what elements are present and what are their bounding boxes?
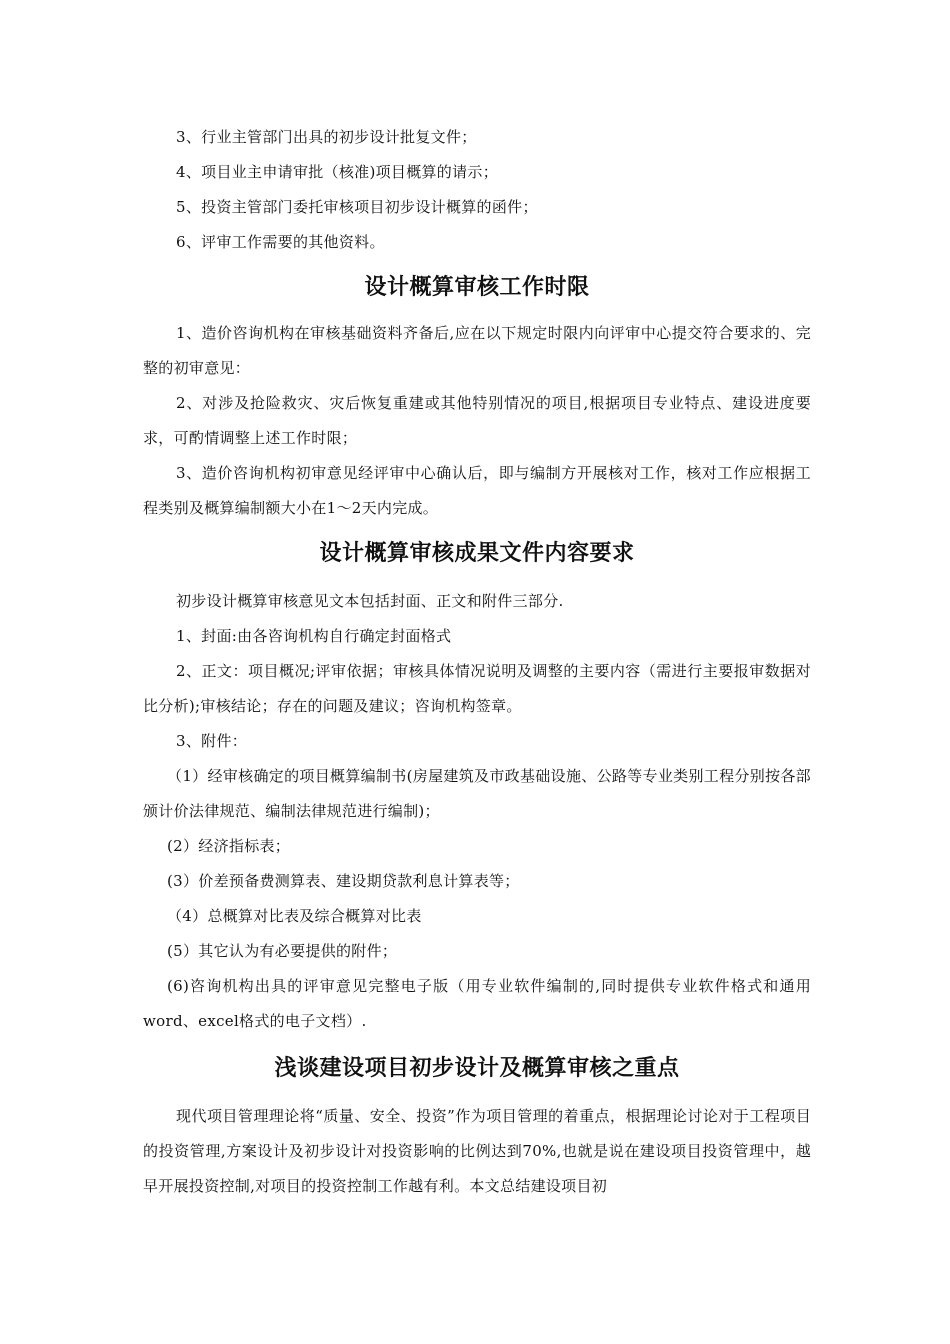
paragraph: 3、附件： — [176, 732, 248, 750]
required-materials-list — [143, 120, 811, 260]
paragraph: 1、封面:由各咨询机构自行确定封面格式 — [176, 627, 452, 645]
attachment-item: （1）经审核确定的项目概算编制书(房屋建筑及市政基础设施、公路等专业类别工程分别按各部颁计价法律规范、编制法律规范进行编制)； — [143, 767, 811, 820]
list-item: 4、项目业主申请审批（核准)项目概算的请示； — [176, 163, 498, 181]
document-body — [143, 120, 811, 1204]
list-item: 5、投资主管部门委托审核项目初步设计概算的函件； — [176, 198, 538, 216]
section-heading-deliverables: 设计概算审核成果文件内容要求 — [319, 541, 635, 566]
paragraph: 初步设计概算审核意见文本包括封面、正文和附件三部分. — [176, 592, 564, 610]
paragraph: 现代项目管理理论将“质量、安全、投资”作为项目管理的着重点，根据理论讨论对于工程项目的投资管理,方案设计及初步设计对投资影响的比例达到70%,也就是说在建设项目投资管理中，越早开展投资控制,对项目的投资控制工作越有利。本文总结建设项目初 — [143, 1107, 811, 1195]
attachment-item: (3）价差预备费测算表、建设期贷款利息计算表等； — [167, 872, 520, 890]
attachment-item: （4）总概算对比表及综合概算对比表 — [167, 907, 422, 925]
section-key-points — [143, 1099, 811, 1204]
paragraph: 2、对涉及抢险救灾、灾后恢复重建或其他特别情况的项目,根据项目专业特点、建设进度要求，可酌情调整上述工作时限； — [143, 394, 811, 447]
section-time-limit — [143, 316, 811, 526]
list-item: 6、评审工作需要的其他资料。 — [176, 233, 385, 251]
paragraph: 2、正文：项目概况;评审依据；审核具体情况说明及调整的主要内容（需进行主要报审数据对比分析);审核结论；存在的问题及建议；咨询机构签章。 — [143, 662, 811, 715]
attachment-item: (2）经济指标表； — [167, 837, 291, 855]
attachment-item: (6)咨询机构出具的评审意见完整电子版（用专业软件编制的,同时提供专业软件格式和通用word、excel格式的电子文档）. — [143, 977, 811, 1030]
paragraph: 1、造价咨询机构在审核基础资料齐备后,应在以下规定时限内向评审中心提交符合要求的、完整的初审意见： — [143, 324, 811, 377]
section-heading-time-limit: 设计概算审核工作时限 — [364, 275, 590, 300]
list-item: 3、行业主管部门出具的初步设计批复文件； — [176, 128, 477, 146]
attachment-item: (5）其它认为有必要提供的附件； — [167, 942, 398, 960]
section-deliverables — [143, 584, 811, 1039]
paragraph: 3、造价咨询机构初审意见经评审中心确认后，即与编制方开展核对工作，核对工作应根据工程类别及概算编制额大小在1～2天内完成。 — [143, 464, 811, 517]
section-heading-key-points: 浅谈建设项目初步设计及概算审核之重点 — [274, 1056, 680, 1081]
